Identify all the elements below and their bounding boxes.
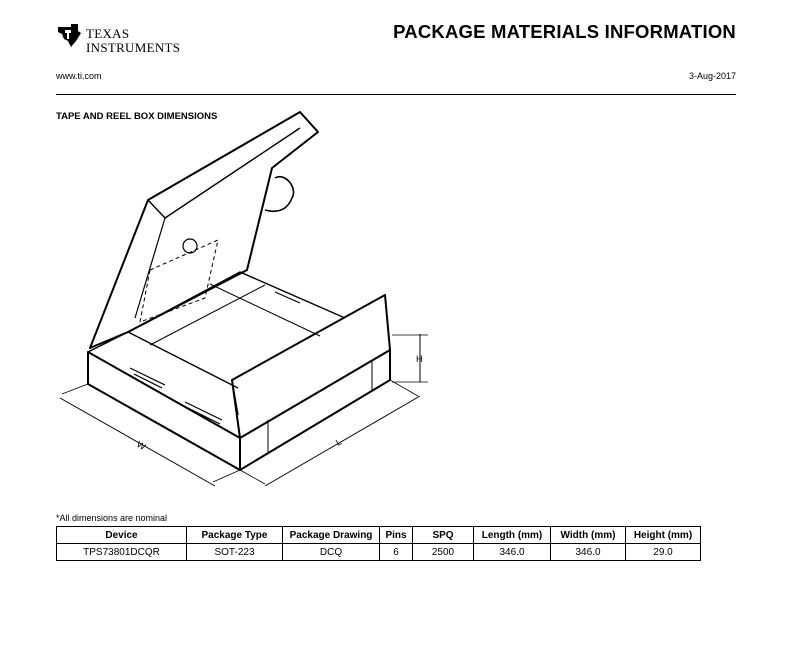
box-lid-hole	[183, 239, 197, 253]
box-slot-right	[185, 402, 222, 424]
header-divider	[56, 94, 736, 95]
l-label: L	[334, 436, 344, 448]
box-lid-window	[140, 240, 218, 322]
cell-package-type: SOT-223	[187, 544, 283, 561]
cell-spq: 2500	[413, 544, 474, 561]
website-link[interactable]: www.ti.com	[56, 71, 102, 81]
section-title: TAPE AND REEL BOX DIMENSIONS	[56, 111, 218, 122]
tape-reel-box-diagram	[50, 108, 450, 498]
table-header-row	[57, 527, 701, 544]
w-label: W	[135, 439, 148, 452]
box-inner-back-edge	[128, 272, 345, 332]
page-title: PACKAGE MATERIALS INFORMATION	[393, 21, 736, 42]
box-lid-outer	[90, 112, 318, 348]
box-floor-line-2	[210, 284, 320, 336]
cell-package-drawing: DCQ	[283, 544, 380, 561]
cell-height: 29.0	[626, 544, 701, 561]
column-header-length: Length (mm)	[474, 527, 551, 544]
w-extension-lines	[62, 384, 240, 482]
cell-pins: 6	[380, 544, 413, 561]
ti-logo-icon	[56, 22, 82, 48]
column-header-height: Height (mm)	[626, 527, 701, 544]
box-floor-line	[150, 285, 265, 345]
column-header-width: Width (mm)	[551, 527, 626, 544]
box-right-flap	[232, 295, 390, 438]
ti-logo	[56, 22, 186, 56]
column-header-pins: Pins	[380, 527, 413, 544]
box-flap-fold	[232, 380, 238, 415]
cell-width: 346.0	[551, 544, 626, 561]
column-header-device: Device	[57, 527, 187, 544]
cell-length: 346.0	[474, 544, 551, 561]
dimensions-note: *All dimensions are nominal	[56, 513, 168, 523]
box-slot-back	[275, 292, 300, 303]
box-front-left-face	[88, 352, 240, 470]
document-date: 3-Aug-2017	[688, 71, 736, 81]
box-front-right-face	[240, 350, 390, 470]
column-header-package-drawing: Package Drawing	[283, 527, 380, 544]
column-header-package-type: Package Type	[187, 527, 283, 544]
cell-device: TPS73801DCQR	[57, 544, 187, 561]
logo-text-line2: INSTRUMENTS	[86, 40, 181, 55]
box-lid-side	[135, 218, 165, 318]
box-lid-edge	[148, 128, 300, 218]
h-extension-lines	[392, 335, 428, 382]
logo-text-line1: TEXAS	[86, 26, 130, 41]
h-label: H	[416, 354, 423, 364]
column-header-spq: SPQ	[413, 527, 474, 544]
table-row	[57, 544, 701, 561]
l-extension-lines	[240, 380, 418, 484]
dimensions-table	[56, 526, 701, 561]
